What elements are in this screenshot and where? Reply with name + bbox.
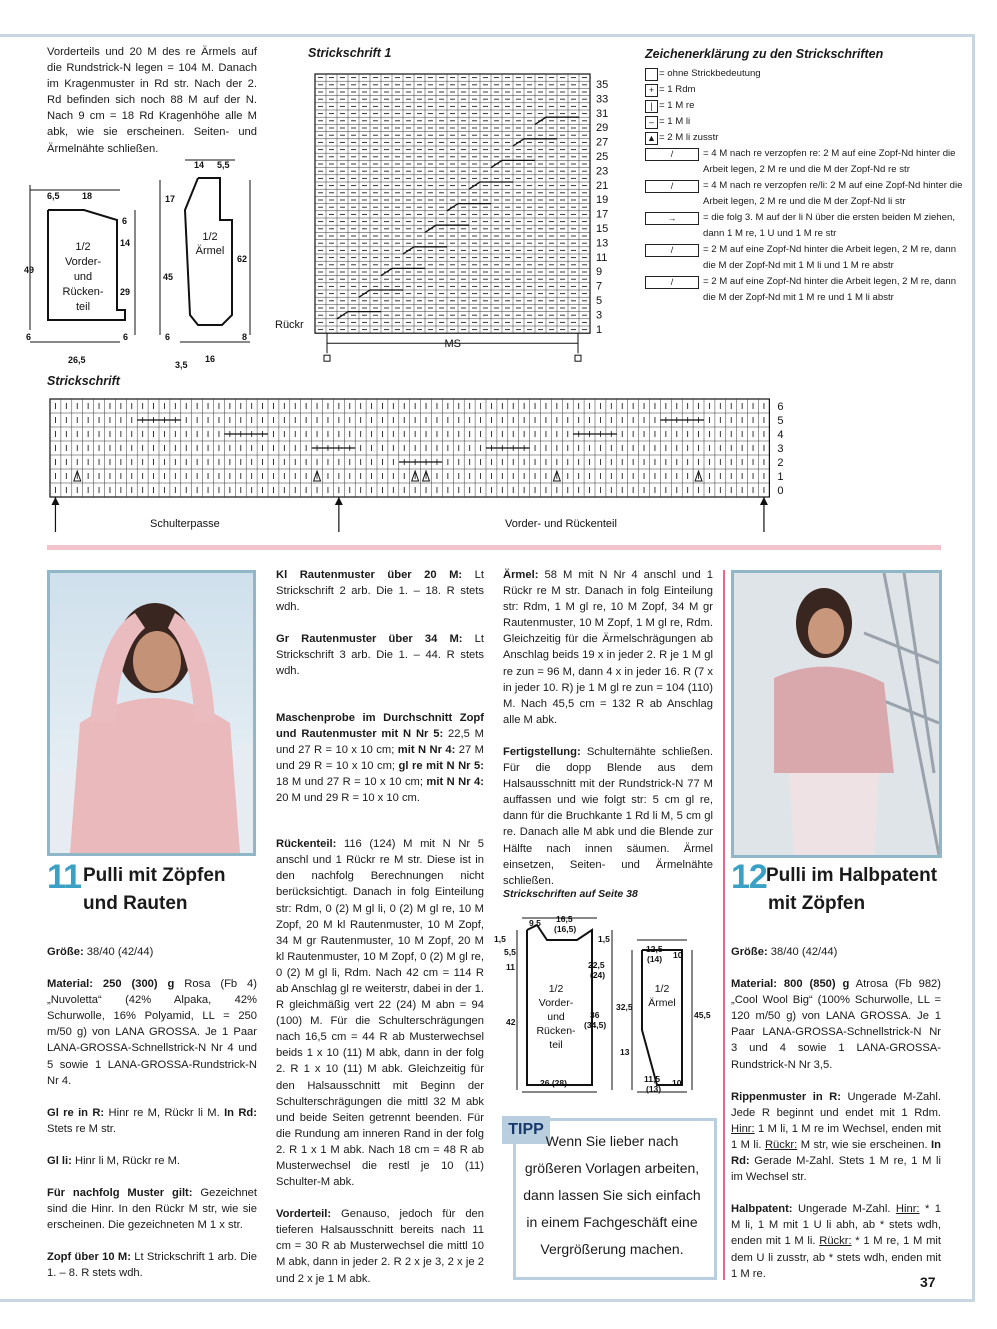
legend-item — [645, 210, 965, 242]
legend-triangle-icon: ▲ — [645, 132, 658, 145]
schematic-sweater-1 — [20, 150, 260, 375]
column-1-text: Größe: 38/40 (42/44) Material: 250 (300) g Rosa (Fb 4) „Nuvoletta“ (42% Alpaka, 42% Schurwolle, 16% Polyamid, LL = 250 m/50 g) von LANA GROSSA. Je 1 Paar LANA-GROSSA-Schnellstrick-N Nr 4 und 5 sowie 1 LANA-GROSSA-Rundstrick-N Nr 4. Gl re in R: Hinr re M, Rückr li M. In Rd: Stets re M str. Gl li: Hinr li M, Rückr re M. Für nachfolg Muster gilt: Gezeichnet sind die Hinr. In den Rückr M str, wie sie erscheinen. Die gezeichneten M 1 x str. Zopf über 10 M: Lt Strickschrift 1 arb. Die 1. – 8. R stets wdh. — [47, 946, 258, 1280]
svg-text:5,5: 5,5 — [217, 160, 230, 170]
photo-pulli-11 — [47, 570, 256, 856]
svg-text:12,5: 12,5 — [646, 944, 663, 954]
tipp-text: Wenn Sie lieber nach größeren Vorlagen arbeiten, dann lassen Sie sich einfach in einem Fachgeschäft eine Vergrößerung machen. — [523, 1133, 701, 1257]
svg-text:Ärmel: Ärmel — [195, 245, 225, 257]
chart1-row-number: 19 — [596, 194, 609, 207]
chart1-row-number: 15 — [596, 223, 609, 235]
svg-text:10: 10 — [672, 1078, 682, 1088]
intro-text: Vorderteils und 20 M des re Ärmels auf die Rundstrick-N legen = 104 M. Danach im Kragenmuster in Rd str. Nach der 2. Rd befinden sich noch 88 M auf der N. Nach 9 cm = 18 Rd Kragenhöhe alle M abk, wie sie erscheinen. Seiten- und Ärmelnähte schließen. — [47, 46, 257, 155]
svg-text:11: 11 — [506, 962, 515, 972]
legend-item-text: = die folg 3. M auf der li N über die ersten beiden M ziehen, dann 1 M re, 1 U und 1 M re str — [703, 212, 955, 239]
legend-item — [645, 274, 965, 306]
chart1-bottom-label: MS — [444, 338, 461, 351]
svg-text:22,5: 22,5 — [588, 960, 605, 970]
svg-text:42: 42 — [506, 1017, 516, 1027]
chart1-row-number: 11 — [596, 251, 608, 264]
svg-text:11,5: 11,5 — [644, 1074, 661, 1084]
svg-text:9,5: 9,5 — [529, 918, 541, 928]
svg-text:1,5: 1,5 — [598, 934, 610, 944]
chart2-row-number: 0 — [777, 485, 784, 497]
legend-hbar-icon: – — [645, 116, 658, 129]
svg-text:6: 6 — [123, 332, 129, 342]
frame-right — [972, 34, 975, 1302]
svg-text:3,5: 3,5 — [175, 360, 188, 370]
chart1-row-number: 1 — [596, 323, 603, 336]
svg-text:1/2: 1/2 — [548, 983, 564, 995]
pattern-number-12: 12 — [731, 858, 767, 896]
svg-text:36: 36 — [590, 1010, 600, 1020]
legend-item-text: = 4 M nach re verzopfen re: 2 M auf eine Zopf-Nd hinter die Arbeit legen, 2 M re und die M der Zopf-Nd re str — [703, 148, 956, 175]
chart2-row-number: 4 — [777, 429, 784, 441]
svg-text:1/2: 1/2 — [202, 231, 218, 243]
svg-text:(13): (13) — [646, 1084, 662, 1094]
svg-text:18: 18 — [82, 191, 93, 201]
svg-text:1/2: 1/2 — [75, 241, 91, 253]
svg-text:26,5: 26,5 — [68, 355, 86, 365]
legend-cable4rl-icon: / — [645, 180, 699, 193]
svg-text:8: 8 — [242, 332, 248, 342]
chart2-row-number: 6 — [777, 401, 784, 413]
svg-text:Rücken-: Rücken- — [62, 286, 104, 298]
svg-text:1/2: 1/2 — [654, 983, 670, 995]
svg-text:Rücken-: Rücken- — [536, 1025, 576, 1037]
chart2-row-number: 1 — [777, 471, 784, 483]
svg-text:1,5: 1,5 — [494, 934, 506, 944]
pattern-title-11: Pulli mit Zöpfen und Rauten — [83, 865, 226, 914]
svg-text:62: 62 — [237, 254, 248, 264]
svg-text:Vorder-: Vorder- — [538, 997, 574, 1009]
chart2-label-right: Vorder- und Rückenteil — [505, 518, 617, 530]
chart1-arrow-box — [575, 355, 581, 361]
chart2-row-number: 3 — [777, 443, 784, 455]
legend-arrow-icon: → — [645, 212, 699, 225]
chart1-row-number: 3 — [596, 309, 603, 322]
legend-cable3a-icon: / — [645, 244, 699, 257]
frame-top — [0, 34, 975, 37]
chart1-row-number: 7 — [596, 280, 603, 293]
chart-reference: Strickschriften auf Seite 38 — [503, 888, 638, 900]
legend-empty-icon — [645, 68, 658, 81]
svg-text:und: und — [73, 271, 93, 283]
legend — [645, 46, 965, 306]
schematic-sweater-2 — [492, 910, 722, 1100]
svg-text:6: 6 — [122, 216, 128, 226]
svg-text:teil: teil — [549, 1039, 563, 1051]
pattern-title-12: Pulli im Halbpatent mit Zöpfen — [766, 865, 938, 914]
svg-text:(16,5): (16,5) — [554, 924, 577, 934]
tipp-tag: TIPP — [502, 1116, 550, 1144]
svg-text:26 (28): 26 (28) — [540, 1078, 567, 1088]
chart1-row-number: 23 — [596, 165, 609, 178]
chart2-row-number: 2 — [777, 457, 784, 469]
legend-item-text: = 1 M li — [659, 116, 691, 127]
legend-item-text: = 1 Rdm — [659, 84, 696, 95]
chart1-side-label: Rückr — [275, 319, 304, 332]
legend-title: Zeichenerklärung zu den Strickschriften — [645, 47, 884, 61]
chart1-row-number: 35 — [596, 79, 609, 91]
chart1-row-number: 31 — [596, 107, 609, 120]
column-2-text: Kl Rautenmuster über 20 M: Lt Strickschrift 2 arb. Die 1. – 18. R stets wdh. Gr Rautenmuster über 34 M: Lt Strickschrift 3 arb. Die 1. – 44. R stets wdh. Maschenprobe im Durchschnitt Zopf und Rautenmuster mit N Nr 5: 22,5 M und 27 R = 10 x 10 cm; mit N Nr 4: 27 M und 29 R = 10 x 10 cm; gl re mit N Nr 5: 18 M und 27 R = 10 x 10 cm; mit N Nr 4: 20 M und 29 R = 10 x 10 cm. Rückenteil: 116 (124) M mit N Nr 5 anschl und 1 Rückr re M str. Diese ist in den nachfolg Berechnungen nicht berücksichtigt. Danach in folg Einteilung str: Rdm, 0 (2) M gl li, 0 (2) M gl re, 10 M Zopf, 20 M kl Rautenmuster, 10 M Zopf, 34 M gr Rautenmuster, 10 M Zopf, 20 M kl Rautenmuster, 10 M Zopf, 0 (2) M gl re, 0 (2) M gl li, Rdm. Nach 42 cm = 114 R ab Anschlag gl re weiterstr, dabei in der 1. R gleichmäßig vert 22 (24) M abn = 94 (100) M. Für die Schulterschrägungen nach 16,5 cm = 44 R ab Musterwechsel beids 1 x 10 (11) M abk, dann in der folg 2. R 1 x 10 (11) M abk. Gleichzeitig für den Halsausschnitt mit Beginn der Schulterschrägungen die mittl 32 M abk und beide Seiten getrennt beenden. Für die Rundung am inneren Rand in der folg 2. R 1 x 1 M abk. Nach 18 cm = 48 R ab Musterwechsel die restl je 10 (11) Schulter-M abk. Vorderteil: Genauso, jedoch für den tieferen Halsausschnitt bereits nach 11 cm = 30 R ab Musterwechsel die mittl 10 M abk, dann in jeder 2. R 2 x je 3, 2 x je 2 und 2 x je 1 M abk. — [276, 569, 484, 1285]
svg-text:13: 13 — [620, 1047, 630, 1057]
svg-text:teil: teil — [75, 301, 91, 313]
svg-text:Ärmel: Ärmel — [648, 997, 676, 1009]
legend-item — [645, 66, 965, 82]
svg-text:49: 49 — [24, 265, 35, 275]
svg-text:14: 14 — [120, 238, 131, 248]
legend-cable4r-icon: / — [645, 148, 699, 161]
chart1-row-number: 25 — [596, 151, 609, 163]
chart1-row-number: 33 — [596, 93, 609, 106]
svg-text:14: 14 — [194, 160, 205, 170]
legend-item — [645, 146, 965, 178]
svg-text:(34,5): (34,5) — [584, 1020, 607, 1030]
photo-woman-pink-sweater-image — [50, 573, 253, 853]
chart2-arrow-head — [335, 497, 343, 505]
chart2-title: Strickschrift — [47, 374, 120, 388]
svg-text:45,5: 45,5 — [694, 1010, 711, 1020]
chart1-row-number: 17 — [596, 208, 609, 221]
photo-pulli-12 — [731, 570, 942, 858]
svg-text:Vorder-: Vorder- — [64, 256, 102, 268]
legend-item-text: = 2 M li zusstr — [659, 132, 719, 143]
column-3-text: Ärmel: 58 M mit N Nr 4 anschl und 1 Rückr re M str. Danach in folg Einteilung str: Rdm, 1 M gl re, 10 M Zopf, 34 M gr Rautenmuster, 10 M Zopf, 1 M gl re, Rdm. Gleichzeitig für die Ärmelschrägungen ab Anschlag beids 19 x in jeder 2. R je 1 M gl re zun = 96 M, dann 4 x in jeder 16. R (7 x in jeder 10. R) je 1 M gl re zun = 104 (110) M. Nach 45,5 cm = 132 R ab Anschlag alle M abk. Fertigstellung: Schulternähte schließen. Für die dopp Blende aus dem Halsausschnitt mit der Rundstrick-N 77 M auffassen und wie folgt str: 5 cm gl re, dann für die Bruchkante 1 Rd li M, 5 cm gl re. Danach alle M abk und die Blende zur Hälfte nach innen säumen. Ärmel einsetzen, Seiten- und Ärmelnähte schließen. — [503, 569, 713, 887]
svg-text:6: 6 — [165, 332, 171, 342]
svg-text:10: 10 — [673, 950, 683, 960]
svg-text:45: 45 — [163, 272, 174, 282]
svg-text:und: und — [547, 1011, 565, 1023]
legend-item-text: = 2 M auf eine Zopf-Nd hinter die Arbeit legen, 2 M re, dann die M der Zopf-Nd mit 1 M re und 1 M li abstr — [703, 276, 957, 303]
svg-text:32,5: 32,5 — [616, 1002, 633, 1012]
legend-item — [645, 98, 965, 114]
chart2-arrow-head — [760, 497, 768, 505]
svg-text:16,5: 16,5 — [556, 914, 573, 924]
section-divider — [47, 545, 941, 550]
svg-text:6,5: 6,5 — [47, 191, 60, 201]
pattern-number-11: 11 — [47, 858, 81, 896]
chart2-row-number: 5 — [777, 415, 784, 427]
chart1-row-number: 13 — [596, 237, 609, 250]
column-divider — [723, 570, 725, 1280]
chart2-arrow-head — [51, 497, 59, 505]
photo-woman-turtleneck-image — [734, 573, 939, 855]
legend-vbar-icon: | — [645, 100, 658, 113]
chart2-label-left: Schulterpasse — [150, 518, 220, 530]
legend-item — [645, 114, 965, 130]
chart1-title: Strickschrift 1 — [308, 46, 392, 60]
page-number: 37 — [920, 1274, 936, 1290]
legend-item-text: = 4 M nach re verzopfen re/li: 2 M auf eine Zopf-Nd hinter die Arbeit legen, 2 M re und die M der Zopf-Nd li str — [703, 180, 963, 207]
chart1-row-number: 29 — [596, 122, 609, 135]
legend-item — [645, 82, 965, 98]
chart1-row-number: 5 — [596, 295, 603, 307]
legend-item-text: = 1 M re — [659, 100, 695, 111]
svg-text:6: 6 — [26, 332, 32, 342]
legend-item — [645, 130, 965, 146]
legend-item — [645, 242, 965, 274]
chart1-row-number: 27 — [596, 136, 609, 149]
svg-text:17: 17 — [165, 194, 176, 204]
column-4-text: Größe: 38/40 (42/44) Material: 800 (850) g Atrosa (Fb 982) „Cool Wool Big“ (100% Schurwolle, LL = 120 m/50 g) von LANA GROSSA. Je 1 Paar LANA-GROSSA-Schnellstrick-N Nr 3 und 4 sowie 1 LANA-GROSSA-Rundstrick-N Nr 3,5. Rippenmuster in R: Ungerade M-Zahl. Jede R beginnt und endet mit 1 Rdm. Hinr: 1 M li, 1 M re im Wechsel, enden mit 1 M li. Rückr: M str, wie sie erscheinen. In Rd: Gerade M-Zahl. Stets 1 M re, 1 M li im Wechsel str. Halbpatent: Ungerade M-Zahl. Hinr: * 1 M li, 1 M mit 1 U li abh, ab * stets wdh, enden mit 1 M li. Rückr: * 1 M re, 1 M mit dem U li zusstr, ab * stets wdh, enden mit 1 M re. — [731, 946, 942, 1280]
chart-strickschrift-1 — [270, 66, 630, 376]
legend-plus-icon: + — [645, 84, 658, 97]
legend-item-text: = ohne Strickbedeutung — [659, 68, 761, 79]
svg-text:29: 29 — [120, 287, 131, 297]
svg-text:16: 16 — [205, 354, 216, 364]
svg-text:(14): (14) — [647, 954, 663, 964]
legend-item-text: = 2 M auf eine Zopf-Nd hinter die Arbeit legen, 2 M re, dann die M der Zopf-Nd mit 1 M li und 1 M re abstr — [703, 244, 957, 271]
svg-text:(24): (24) — [590, 970, 606, 980]
chart-strickschrift-2 — [40, 394, 810, 534]
chart1-row-number: 21 — [596, 179, 609, 192]
legend-cable3b-icon: / — [645, 276, 699, 289]
chart1-row-number: 9 — [596, 266, 603, 279]
chart1-arrow-box — [324, 355, 330, 361]
legend-item — [645, 178, 965, 210]
frame-bottom — [0, 1299, 975, 1302]
svg-text:5,5: 5,5 — [504, 947, 516, 957]
